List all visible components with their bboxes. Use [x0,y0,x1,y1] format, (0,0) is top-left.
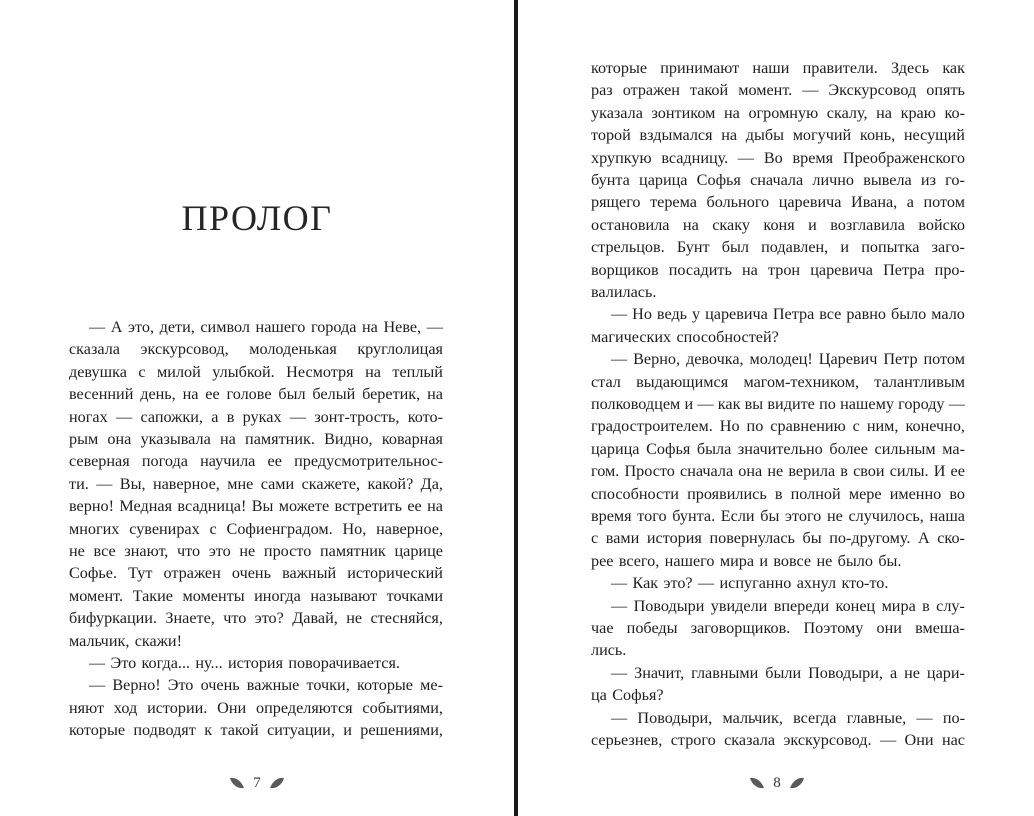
text-line: сказала экскурсовод, молоденькая круглолицая [69,340,443,359]
text-line: Софье. Тут отражен очень важный исторический [69,564,443,583]
text-line: стал выдающимся магом-техником, талантливым [591,372,965,391]
leaf-left-icon [749,776,765,790]
text-line: с вами история повернулась бы по-другому. А ско- [591,529,965,548]
text-line: ногах — сапожки, а в руках — зонт-трость, кото- [69,407,443,426]
text-line: рым она указывала на памятник. Видно, коварная [69,430,443,448]
page-number-label: 7 [253,774,261,791]
text-line: — Верно, девочка, молодец! Царевич Петр потом [611,350,965,369]
text-line: северная погода научила ее предусмотрительнос- [69,452,443,471]
text-line: ца Софья? [591,686,664,705]
text-line: валилась. [591,283,657,301]
text-line: которые подводят к такой ситуации, и решениями, [69,721,443,740]
text-line: ти. — Вы, наверное, мне сами скажете, какой? Да, [69,474,443,493]
text-line: чае победы заговорщиков. Поэтому они вмеша- [591,619,965,637]
text-line: момент. Такие моменты иногда называют точками [69,586,443,605]
text-line: раз отражен такой момент. — Экскурсовод опять [591,81,965,100]
text-line: — А это, дети, символ нашего города на Неве, — [89,318,443,336]
text-line: хрупкую всадницу. — Во время Преображенского [591,148,965,167]
text-line: лись. [591,641,627,660]
text-line: верно! Медная всадница! Вы можете встретить ее на [69,497,443,516]
text-line: градостроителем. Но по сравнению с ним, конечно, [591,417,965,436]
text-line: — Это когда... ну... история поворачивается. [89,654,400,672]
text-line: остановила на скаку коня и возглавила войско [591,215,965,234]
text-line: — Но ведь у царевича Петра все равно было мало [611,305,965,324]
text-line: которые принимают наши правители. Здесь как [591,59,965,77]
text-line: — Верно! Это очень важные точки, которые ме- [89,676,443,695]
text-line: бунта царица Софья сначала лично вывела из го- [591,171,965,189]
text-line: способности проявились в полной мере именно во [591,484,965,503]
text-line: стрельцов. Бунт был подавлен, и попытка заго- [591,238,965,257]
text-line: няют ход истории. Они определяются событиями, [69,698,443,717]
text-line: царица Софья была значительно более сильным ма- [591,439,965,458]
leaf-right-icon [789,776,805,790]
text-line: — Как это? — испуганно ахнул кто-то. [611,574,889,593]
text-line: рее всего, нашего мира и вовсе не было бы. [591,551,902,570]
text-line: полководцем и — как вы видите по нашему городу — [591,395,965,413]
text-line: гом. Просто сначала она не верила в свои силы. И ее [591,462,965,481]
text-line: мальчик, скажи! [69,631,182,650]
book-spine [514,0,518,816]
page-number-left [217,772,297,794]
chapter-title: ПРОЛОГ [181,198,333,238]
text-line: весенний день, на ее голове был белый беретик, на [69,385,443,404]
text-line: многих сувенирах с Софиенградом. Но, наверное, [69,519,443,538]
text-line: девушка с милой улыбкой. Несмотря на теплый [69,362,443,381]
text-line: не все знают, что это не просто памятник царице [69,542,443,560]
text-line: рящего терема больного царевича Ивана, а потом [591,193,965,212]
text-line: — Значит, главными были Поводыри, а не цари- [611,663,965,682]
text-line: ворщиков посадить на трон царевича Петра про- [591,260,965,279]
page-number-right [737,772,817,794]
leaf-left-icon [229,776,245,790]
text-line: бифуркации. Знаете, что это? Давай, не стесняйся, [69,609,443,628]
text-line: — Поводыри увидели впереди конец мира в слу- [611,596,965,615]
text-line: магических способностей? [591,327,779,346]
text-line: время того бунта. Если бы этого не случилось, наша [591,507,965,525]
page-number-label: 8 [773,774,781,791]
text-line: торой вздымался на дыбы могучий конь, несущий [591,126,965,145]
leaf-right-icon [269,776,285,790]
text-line: — Поводыри, мальчик, всегда главные, — по- [611,708,965,727]
text-line: указала зонтиком на огромную скалу, на краю ко- [591,103,965,122]
text-line: серьезнев, строго сказала экскурсовод. — Они нас [591,731,965,749]
